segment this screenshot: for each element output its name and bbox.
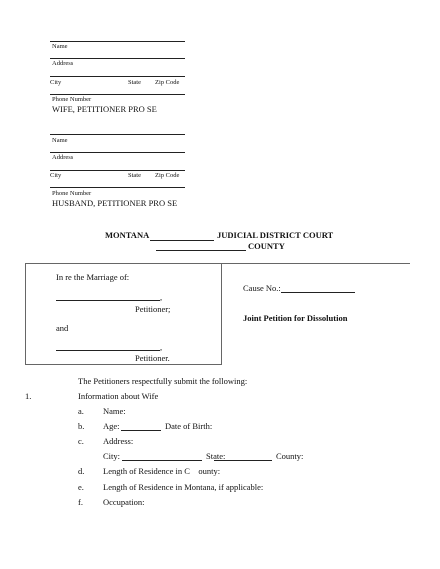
wife-phone-line[interactable] [50, 94, 185, 95]
county-name-line[interactable] [156, 250, 246, 251]
petitioner1-comma: , [160, 292, 163, 302]
petitioner2-label: Petitioner. [135, 353, 170, 363]
district-number-line[interactable] [150, 240, 214, 241]
county-label: County: [276, 451, 304, 461]
petitioner1-label: Petitioner; [135, 304, 171, 314]
item-a-text: Name: [103, 406, 126, 416]
caption-left-border [25, 263, 26, 365]
wife-state-label: State [128, 79, 141, 86]
wife-address-label: Address [52, 60, 74, 67]
state-line[interactable] [214, 460, 272, 461]
wife-role: WIFE, PETITIONER PRO SE [52, 104, 157, 114]
petition-title: Joint Petition for Dissolution [243, 313, 348, 323]
husband-zip-label: Zip Code [155, 172, 180, 179]
petitioner2-line[interactable] [56, 350, 160, 351]
cause-no-label: Cause No.: [243, 283, 281, 293]
petitioner1-line[interactable] [56, 300, 160, 301]
item-c-text: Address: [103, 436, 134, 446]
caption-bottom-border [25, 364, 222, 365]
item-b-text: Age: [103, 421, 120, 431]
city-line[interactable] [122, 460, 202, 461]
wife-city-label: City [50, 79, 62, 86]
wife-city-line[interactable] [50, 76, 185, 77]
court-state: MONTANA [105, 230, 150, 240]
item-c-letter: c. [78, 436, 84, 446]
husband-state-label: State [128, 172, 141, 179]
husband-address-line[interactable] [50, 152, 185, 153]
husband-phone-label: Phone Number [52, 190, 92, 197]
court-county: COUNTY [248, 241, 285, 251]
wife-zip-label: Zip Code [155, 79, 180, 86]
in-re-label: In re the Marriage of: [56, 272, 130, 282]
caption-divider [221, 263, 222, 365]
state-label: State: [206, 451, 226, 461]
husband-name-label: Name [52, 137, 68, 144]
item-e-letter: e. [78, 482, 84, 492]
caption-top-border [25, 263, 410, 264]
wife-phone-label: Phone Number [52, 96, 92, 103]
and-label: and [56, 323, 69, 333]
wife-name-line[interactable] [50, 41, 185, 42]
husband-city-line[interactable] [50, 170, 185, 171]
item-f-letter: f. [78, 497, 83, 507]
section-number: 1. [25, 391, 32, 401]
husband-phone-line[interactable] [50, 187, 185, 188]
husband-city-label: City [50, 172, 62, 179]
cause-no-line[interactable] [281, 292, 355, 293]
section-title: Information about Wife [78, 391, 159, 401]
husband-address-label: Address [52, 154, 74, 161]
age-line[interactable] [121, 430, 161, 431]
husband-role: HUSBAND, PETITIONER PRO SE [52, 198, 178, 208]
item-d-text: Length of Residence in C ounty: [103, 466, 221, 476]
item-a-letter: a. [78, 406, 84, 416]
court-name: JUDICIAL DISTRICT COURT [217, 230, 334, 240]
wife-address-line[interactable] [50, 58, 185, 59]
husband-name-line[interactable] [50, 134, 185, 135]
item-f-text: Occupation: [103, 497, 145, 507]
item-e-text: Length of Residence in Montana, if applicable: [103, 482, 264, 492]
dob-label: Date of Birth: [165, 421, 213, 431]
wife-name-label: Name [52, 43, 68, 50]
petitioner2-comma: , [160, 342, 163, 352]
item-d-letter: d. [78, 466, 85, 476]
item-b-letter: b. [78, 421, 85, 431]
city-label: City: [103, 451, 121, 461]
intro-text: The Petitioners respectfully submit the following: [78, 376, 248, 386]
